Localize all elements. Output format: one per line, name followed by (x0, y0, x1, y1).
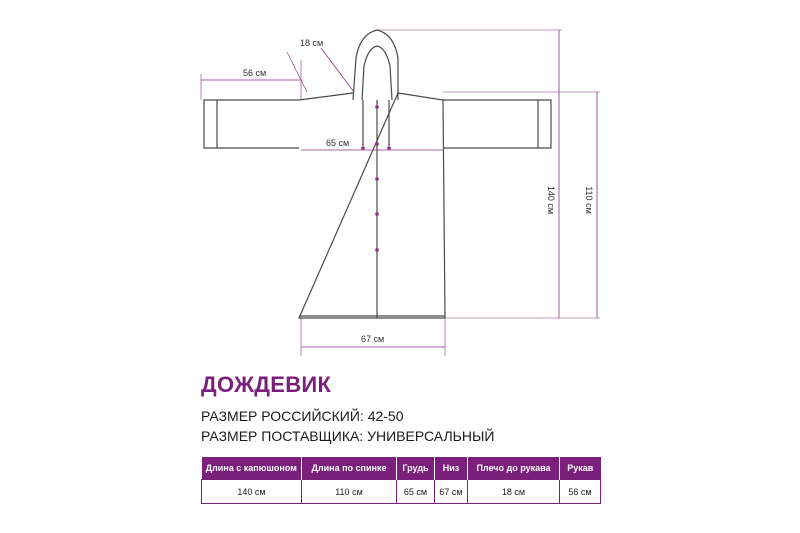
table-header-row (202, 457, 601, 480)
sleeve-dimension-label: 56 см (243, 68, 267, 78)
product-title: ДОЖДЕВИК (201, 372, 332, 397)
button-1 (375, 105, 379, 109)
hood-dimension-label: 18 см (300, 38, 324, 48)
size-supplier: РАЗМЕР ПОСТАВЩИКА: УНИВЕРСАЛЬНЫЙ (201, 428, 495, 444)
right-sleeve-outline (443, 100, 551, 148)
header-hem: Низ (435, 457, 468, 480)
chest-dimension-label: 65 см (326, 138, 350, 148)
size-table (201, 457, 601, 504)
header-length-hood: Длина с капюшоном (202, 457, 302, 480)
cell-hem: 67 см (435, 480, 468, 504)
cell-chest: 65 см (397, 480, 435, 504)
cell-sleeve: 56 см (560, 480, 601, 504)
drawstring-end-right (387, 146, 391, 150)
coat-body-outline (299, 93, 445, 318)
size-russian: РАЗМЕР РОССИЙСКИЙ: 42-50 (201, 408, 404, 424)
hood-inner-outline (362, 46, 392, 100)
button-2 (375, 142, 379, 146)
cell-length-back: 110 см (302, 480, 397, 504)
cell-length-hood: 140 см (202, 480, 302, 504)
button-5 (375, 248, 379, 252)
header-shoulder: Плечо до рукава (468, 457, 560, 480)
length-hood-dimension-label: 140 см (546, 185, 556, 215)
left-sleeve-outline (204, 100, 299, 148)
cell-shoulder: 18 см (468, 480, 560, 504)
length-back-dimension-label: 110 см (584, 186, 594, 214)
button-4 (375, 212, 379, 216)
header-chest: Грудь (397, 457, 435, 480)
drawstring-end-left (361, 146, 365, 150)
hem-dimension-label: 67 см (361, 334, 385, 344)
button-3 (375, 177, 379, 181)
header-sleeve: Рукав (560, 457, 601, 480)
header-length-back: Длина по спинке (302, 457, 397, 480)
hood-dimension-line (321, 48, 354, 92)
table-row (202, 480, 601, 504)
